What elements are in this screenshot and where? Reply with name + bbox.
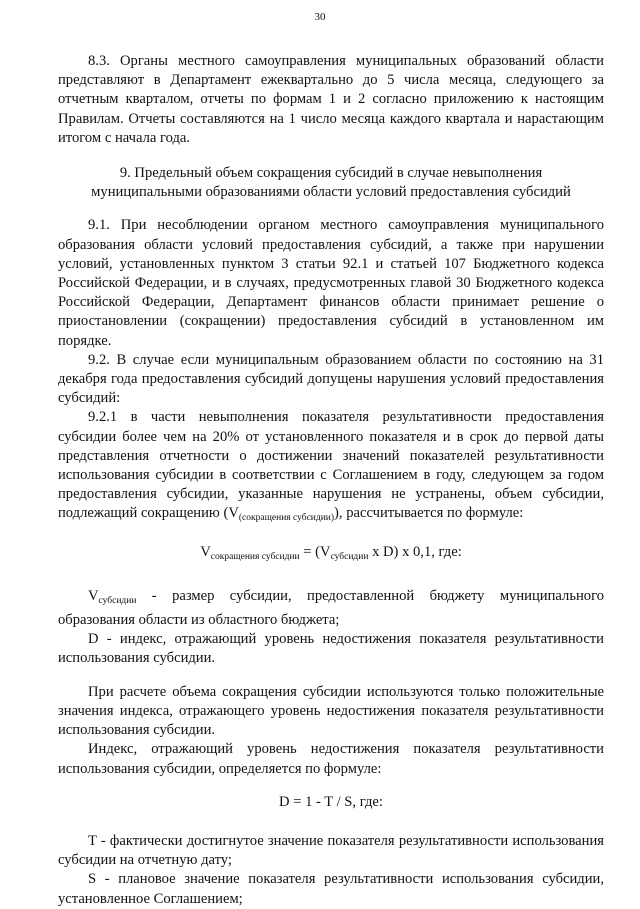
paragraph-9-1: 9.1. При несоблюдении органом местного самоуправления муниципального образования области условий предоставления субсидий, а также при нарушении условий, установленных пунктом 3 статьи 92.1 и статьей 107 Бюджетного кодекса Российской Федерации, и в случаях, предусмотренных главой 30 Бюджетного кодекса Российской Федерации, Департамент финансов области принимает решение о приостановлении (сокращении) предоставления субсидий в установленном им порядке. xyxy=(58,217,604,349)
definition-d: D - индекс, отражающий уровень недостижения показателя результативности использования субсидии. xyxy=(58,631,604,667)
paragraph-9-2: 9.2. В случае если муниципальным образованием области по состоянию на 31 декабря года предоставления субсидий допущены нарушения условий предоставления субсидий: xyxy=(58,351,604,407)
paragraph-9-2-1-tail: ), рассчитывается по формуле: xyxy=(334,505,524,522)
formula-tail: x D) x 0,1, где: xyxy=(368,543,462,560)
document-body xyxy=(58,52,604,909)
formula-index: D = 1 - T / S, где: xyxy=(279,793,383,810)
paragraph-8-3: 8.3. Органы местного самоуправления муниципальных образований области представляют в Департамент ежеквартально до 5 числа месяца, следующего за отчетным кварталом, отчеты по формам 1 и 2 согласно приложению к настоящим Правилам. Отчеты составляются на 1 число месяца каждого квартала и нарастающим итогом с начала года. xyxy=(58,53,604,146)
formula-sub-reduction: сокращения субсидии xyxy=(210,551,300,562)
section-9-heading: 9. Предельный объем сокращения субсидий в случае невыполнения муниципальными образованиями области условий предоставления субсидий xyxy=(91,165,571,201)
def-v-text: - размер субсидии, предоставленной бюджету муниципального образования области из областного бюджета; xyxy=(58,587,604,629)
subscript-reduction: (сокращения субсидии) xyxy=(238,513,335,524)
formula-mid: = (V xyxy=(299,543,331,560)
definition-s: S - плановое значение показателя результативности использования субсидии, установленное Соглашением; xyxy=(58,871,604,907)
paragraph-9-2-1 xyxy=(58,408,604,528)
formula-reduction xyxy=(58,543,604,567)
spacer xyxy=(58,669,604,683)
definition-v-subsidy xyxy=(58,587,604,630)
page-number: 30 xyxy=(314,11,326,23)
formula-sub-subsidy: субсидии xyxy=(330,551,369,562)
def-v-symbol: V xyxy=(88,587,99,604)
paragraph-9-2-1-text: 9.2.1 в части невыполнения показателя результативности предоставления субсидии более чем на 20% от установленного показателя и в срок до первой даты представления отчетности о достижении значений показателей результативности использования субсидии в соответствии с Соглашением в году, следующем за годом предоставления субсидии, указанные нарушения не устранены, объем субсидии, подлежащий сокращению (V xyxy=(58,409,604,522)
paragraph-positive-values: При расчете объема сокращения субсидии используются только положительные значения индекса, отражающего уровень недостижения показателя результативности использования субсидии. xyxy=(58,683,604,739)
definition-t: T - фактически достигнутое значение показателя результативности использования субсидии на отчетную дату; xyxy=(58,832,604,869)
def-v-sub: субсидии xyxy=(98,595,137,606)
paragraph-index: Индекс, отражающий уровень недостижения показателя результативности использования субсидии, определяется по формуле: xyxy=(58,741,604,777)
formula-v: V xyxy=(200,543,211,560)
